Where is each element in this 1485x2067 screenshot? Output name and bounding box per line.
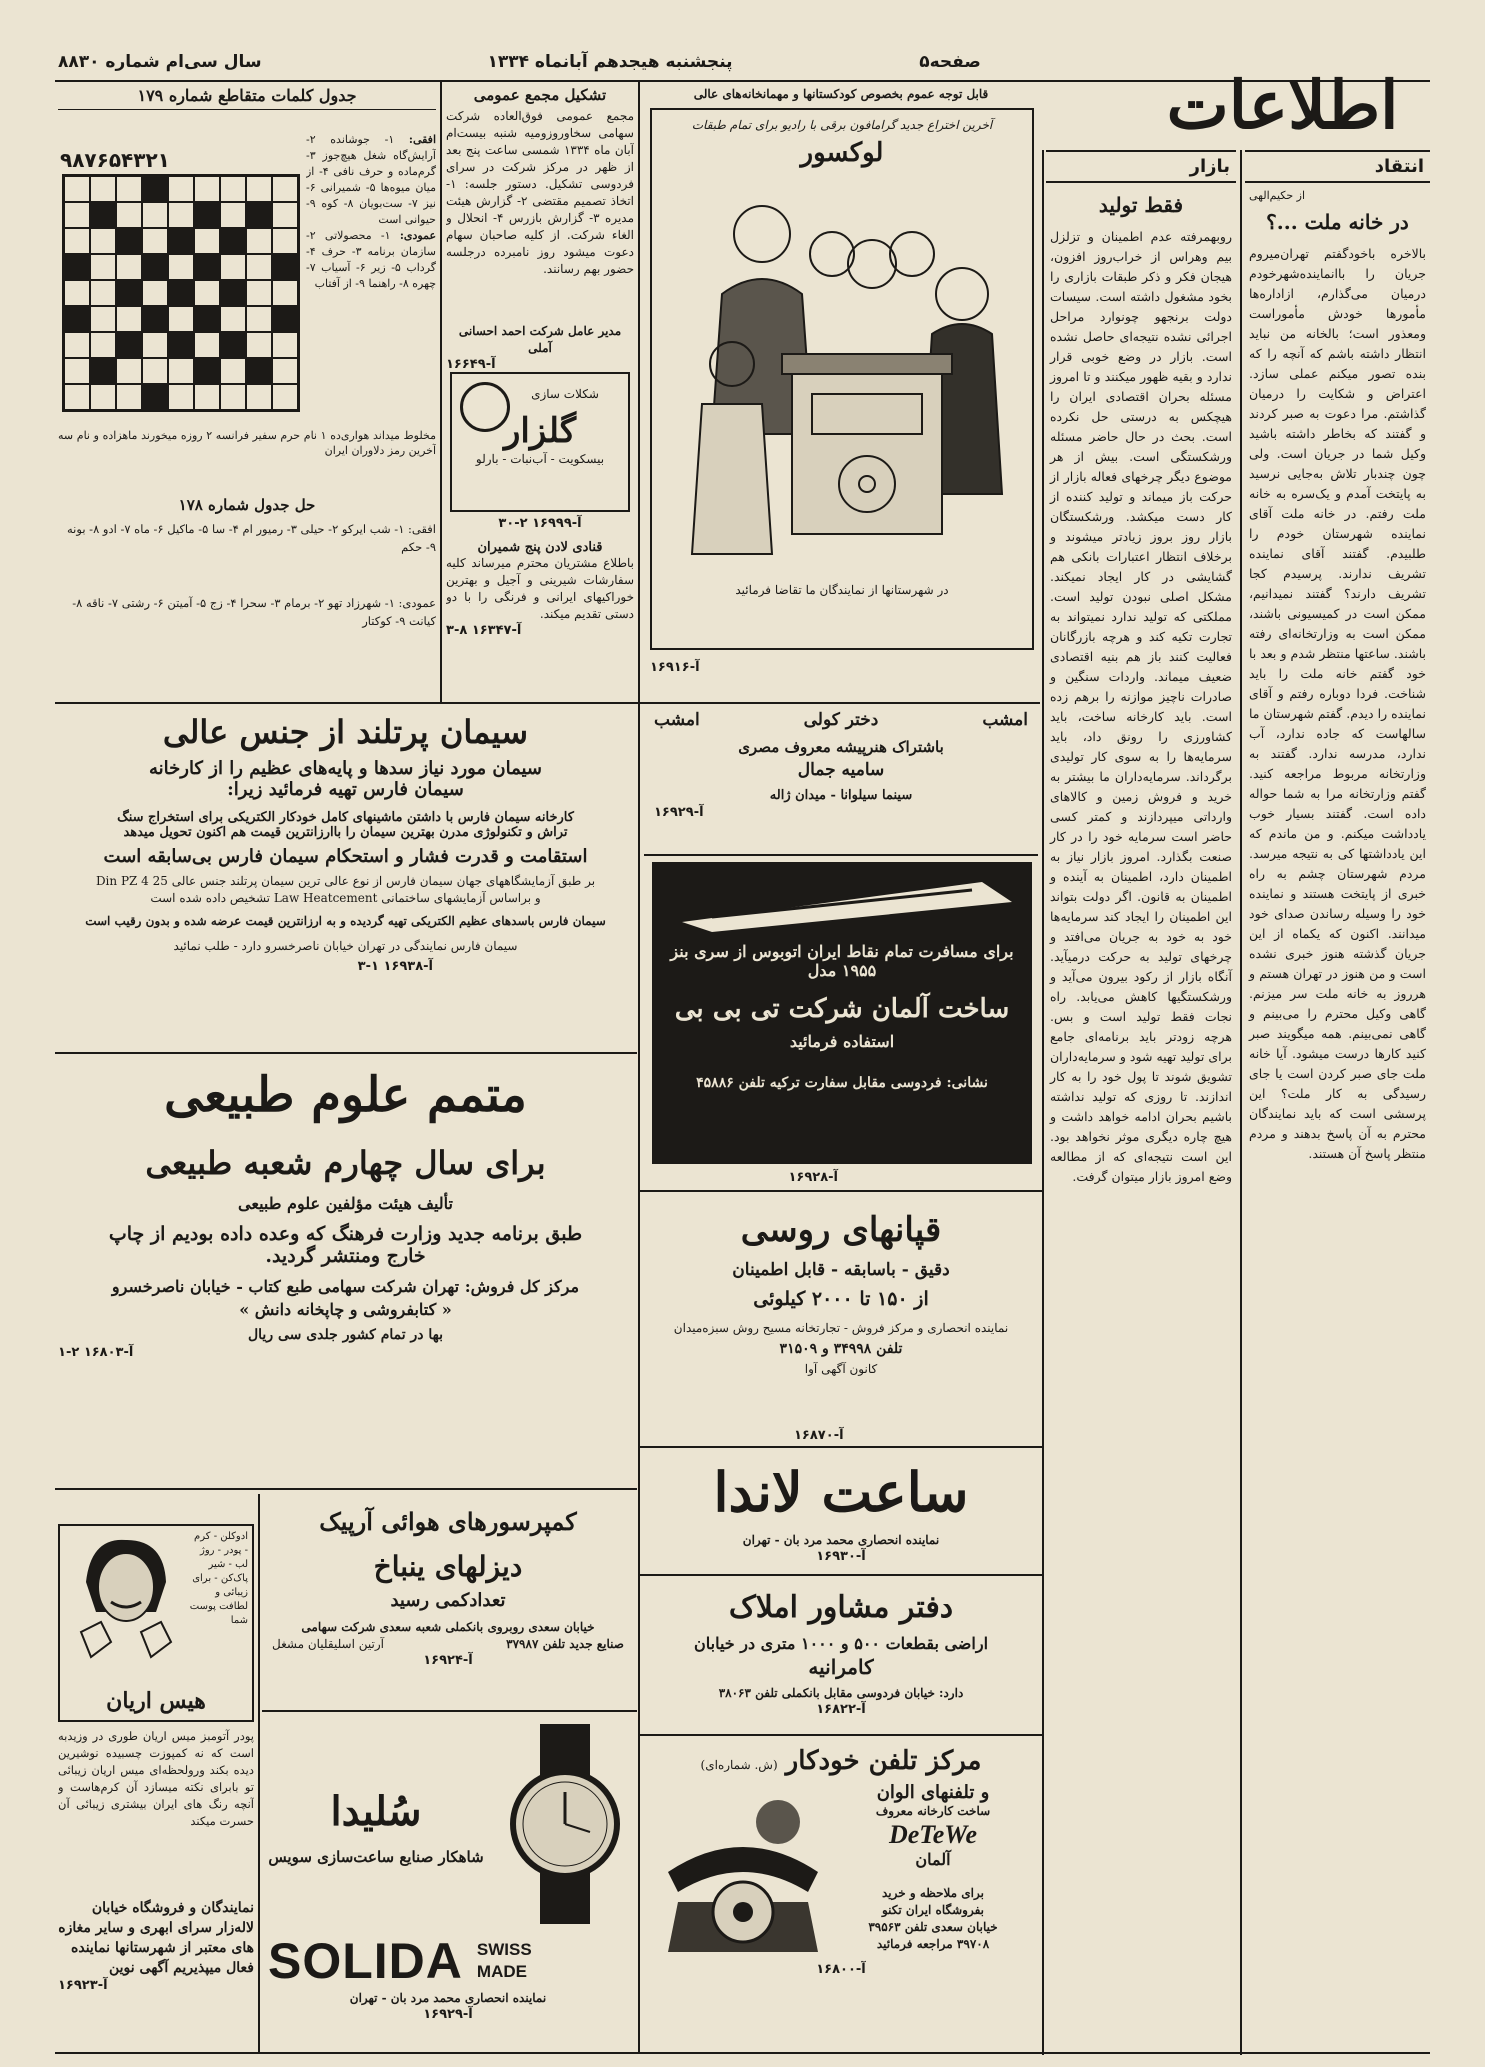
crossword-column-numbers: ۹۸۷۶۵۴۳۲۱ xyxy=(60,148,170,172)
crossword-clues xyxy=(306,132,436,432)
cement-sub1: سیمان مورد نیاز سدها و پایه‌های عظیم را از کارخانه xyxy=(148,758,543,779)
cinema-place: سینما سیلوانا - میدان ژاله xyxy=(769,788,913,803)
scales-line1: دقیق - باسابقه - قابل اطمینان xyxy=(732,1260,950,1280)
phone-line7: ۳۹۷۰۸ مراجعه فرمائید xyxy=(876,1937,990,1951)
landa-sub: نماینده انحصاری محمد مرد بان - تهران xyxy=(742,1533,940,1547)
science-title: متمم علوم طبیعی xyxy=(164,1067,527,1123)
page-number: صفحه۵ xyxy=(919,52,981,72)
wristwatch-icon xyxy=(500,1724,630,1924)
crossword-grid xyxy=(62,174,300,412)
phone-tag: (ش. شماره‌ای) xyxy=(700,1758,778,1772)
scales-line5: کانون آگهی آوا xyxy=(804,1362,878,1376)
science-sub: برای سال چهارم شعبه طبیعی xyxy=(145,1144,546,1182)
solida-brand: SOLIDA xyxy=(268,1933,463,1989)
cinema-code: آ-۱۶۹۲۹ xyxy=(654,805,704,820)
realestate-line3: دارد: خیابان فردوسی مقابل بانکملی تلفن ۳۸۰۶۳ xyxy=(718,1686,964,1700)
cement-line5: و براساس آزمایشهای ساختمانی Law Heatcement تشخیص داده شده است xyxy=(150,891,541,905)
lux-ad-box xyxy=(650,108,1034,650)
crit-byline: از حکیم‌الهی xyxy=(1249,189,1306,202)
phone-line3: آلمان xyxy=(915,1850,951,1869)
science-author: تألیف هیئت مؤلفین علوم طبیعی xyxy=(238,1194,453,1213)
phone-line2: ساخت کارخانه معروف xyxy=(875,1804,991,1818)
crossword-solution-horizontal: افقی: ۱- شب ایرکو ۲- حیلی ۳- رمیور ام ۴- سا ۵- ماکیل ۶- ماه ۷- ادو ۸- بونه ۹- حکم xyxy=(67,522,436,554)
compressor-line4: خیابان سعدی روبروی بانکملی شعبه سعدی شرکت سهامی xyxy=(301,1620,595,1634)
scales-line4: تلفن ۳۴۹۹۸ و ۳۱۵۰۹ xyxy=(779,1341,903,1357)
compressor-line1: کمپرسورهای هوائی آرپیک xyxy=(319,1507,577,1536)
compressor-line3: تعدادکمی رسید xyxy=(390,1590,506,1611)
crossword-extra: مخلوط میداند هواری‌ده ۱ نام حرم سفیر فرانسه ۲ روزه میخورند ماهزاده و نام سه آخرین رمز دلاوران ایران xyxy=(58,429,436,457)
cement-line6: سیمان فارس باسدهای عظیم الکتریکی تهیه گردیده و به ارزانترین قیمت عرضه شده و بدون رقیب است xyxy=(85,914,606,928)
cinema-tonight-left: امشب xyxy=(654,710,700,730)
landa-title: ساعت لاندا xyxy=(713,1460,969,1524)
compressor-line6: آرتین اسلیقلیان مشغل xyxy=(272,1637,384,1651)
scales-line2: از ۱۵۰ تا ۲۰۰۰ کیلوئی xyxy=(753,1288,929,1310)
science-line3: مرکز کل فروش: تهران شرکت سهامی طبع کتاب - خیابان ناصرخسرو xyxy=(111,1277,580,1296)
cinema-line2: سامیه جمال xyxy=(797,760,885,780)
iryan-brand: هیس اریان xyxy=(106,1688,206,1714)
golzar-brand: گلزار xyxy=(503,411,577,451)
iryan-line2: لاله‌زار سرای ابهری و سایر مغازه xyxy=(58,1920,254,1936)
bazaar-body: روبهمرفته عدم اطمینان و تزلزل بیم وهراس از خراب‌روز افزون، هیجان فکر و ذکر طبقات بازاری را بخود مشغول داشته است. سیسات دولت برنجهو چونوارد مراحل اجرائی نشده نتیجه‌ای حاصل نشده است. بازار در وضع خوبی قرار ندارد و بقیه ظهور میکنند و تا امروز مسئله بحران اقتصادی ایران را هیچکس به درستی حل نکرده است. بحث در حال حاضر مسئله ورشکستگی است. بیش از هر موضوع دیگر چرخهای فعاله بازار از حرکت باز میماند و تولید کننده از کار دست میکشد. ورشکستگان بازار روز بروز زیادتر میشوند و برخلاف انتظار اعتبارات بانکی هم گشایشی در کار ایجاد نمیکند. مشکل اصلی نبودن تولید است. مملکتی که تولید ندارد نمیتواند به تجارت تکیه کند و هرچه بازرگانان فعالیت کنند باز هم بنیه اقتصادی ضعیف میماند. واردات سنگین و صادرات ناچیز موازنه را برهم زده است. باید کارخانه ساخت، باید کشاورزی را رونق داد، باید سرمایه‌ها را به سوی کار تولیدی برگرداند. سرمایه‌داران ما بیشتر به خرید و فروش زمین و کالاهای وارداتی میپردازند و کمتر کسی حاضر است سرمایه خود را در کار صنعت بگذارد. امروز بازار نیاز به اطمینان دارد، اطمینان به آینده و اطمینان به قانون. اگر دولت بتواند این اطمینان را ایجاد کند سرمایه‌ها خود به خود به جریان می‌افتد و چرخهای تولید به حرکت درمیآید. آنگاه بازار از رکود بیرون می‌آید و ورشکستگیها کاهش می‌یابد. راه نجات فقط تولید است و بس. هرچه زودتر باید برنامه‌ای جامع برای تولید تهیه شود و سرمایه‌داران تشویق شوند تا پول خود را به کار اندازند. تا روزی که تولید نداشته باشیم بحران ادامه خواهد داشت و هیچ چاره دیگری موثر نخواهد بود. این است نتیجه‌ای که از مطالعه وضع امروز بازار میتوان گرفت. xyxy=(1050,229,1232,1184)
scales-line3: نماینده انحصاری و مرکز فروش - تجارتخانه مسیح روش سبزه‌میدان xyxy=(673,1321,1009,1335)
solida-sub: نماینده انحصاری محمد مرد بان - تهران xyxy=(349,1991,547,2005)
science-code: آ-۱۶۸۰۳ ۲-۱ xyxy=(58,1345,134,1360)
cement-ad xyxy=(58,710,633,1050)
phone-line6: خیابان سعدی تلفن ۳۹۵۶۳ xyxy=(868,1920,998,1934)
realestate-line1: اراضی بقطعات ۵۰۰ و ۱۰۰۰ متری در خیابان xyxy=(693,1634,989,1653)
realestate-ad xyxy=(644,1580,1038,1730)
newspaper-logo: اطلاعات xyxy=(1166,66,1399,144)
golzar-title: شکلات سازی xyxy=(531,387,599,401)
crossword-solution-title: حل جدول شماره ۱۷۸ xyxy=(178,496,316,514)
phone-line5: بفروشگاه ایران تکنو xyxy=(881,1903,985,1917)
meeting-body: مجمع عمومی فوق‌العاده شرکت سهامی سخاوروزومیه شنبه بیست‌ام آبان ماه ۱۳۳۴ شمسی ساعت پنج بعد از ظهر در مرکز شرکت در سرای فردوسی تشکیل. دستور جلسه: ۱- اتخاذ تصمیم مقتضی ۲- گزارش هیئت مدیره ۳- گزارش بازرس ۴- انحلال و الغاء شرکت. از کلیه صاحبان سهام دعوت میشود روز نامبرده درجلسه حضور بهم رسانند. xyxy=(446,109,634,276)
crossword-horizontal-label: افقی: xyxy=(408,133,436,146)
iryan-line1: نمایندگان و فروشگاه خیابان xyxy=(91,1900,254,1916)
crossword-horizontal-clues: ۱- جوشانده ۲- آرایش‌گاه شغل‌ هیچ‌جوز ۳- گرم‌ماده و حرف نافی ۴- از میان ‌میوه‌ها ۵- شمیرانی ۶- نیز ۷- ست‌بویان ۸- کوه ۹- حیوانی است xyxy=(306,133,436,226)
landa-watch-ad xyxy=(644,1452,1038,1570)
meeting-sign: مدیر عامل شرکت احمد احسانی آملی xyxy=(458,324,622,355)
realestate-line2: کامرانیه xyxy=(808,1655,874,1679)
science-line4: « کتابفروشی و چاپخانه دانش » xyxy=(239,1300,452,1319)
phone-title: مرکز تلفن خودکار xyxy=(785,1746,982,1776)
realestate-code: آ-۱۶۸۲۲ xyxy=(816,1702,866,1717)
science-line5: بها در تمام کشور جلدی سی ریال xyxy=(247,1327,443,1343)
science-book-ad xyxy=(58,1060,633,1500)
phone-brand: DeTeWe xyxy=(888,1820,978,1849)
phone-line1: و تلفنهای الوان xyxy=(876,1782,990,1803)
science-line1: طبق برنامه جدید وزارت فرهنگ که وعده داده بودیم از چاپ xyxy=(108,1223,583,1245)
iryan-line4: فعال میپذیریم آگهی نوین xyxy=(109,1960,254,1976)
issue-date: پنجشنبه هیجدهم آبانماه ۱۳۳۴ xyxy=(487,52,733,72)
lux-tagline: آخرین اختراع جدید گرامافون برقی با رادیو برای تمام طبقات xyxy=(691,118,993,132)
realestate-title: دفتر مشاور املاک xyxy=(728,1590,954,1625)
meeting-title: تشکیل مجمع عمومی xyxy=(473,86,607,104)
lux-top-text: قابل توجه عموم بخصوص کودکستانها و مهمانخانه‌های عالی xyxy=(693,87,989,101)
lux-brand: لوکسور xyxy=(800,138,884,168)
tbb-line2: ساخت آلمان شرکت تی بی بی xyxy=(674,994,1010,1024)
lux-family-illustration xyxy=(662,174,1022,574)
crit-body: بالاخره باخودگفتم تهران‌میروم جریان را باانماینده‌شهرخودم درمیان می‌گذارم، ازاداره‌ها مأمورها خودش مأموراست ومعذور است؛ بالخانه من نباید انتظار داشته باشم که آنچه را که بنده تصور میکنم عملی سازد. اعتراض و شکایت را درمیان گذاشتم. مرا دعوت به صبر کردند و گفتند که بخاطر داشته باشید وکیل شما در جریان است. ولی چون چندبار تلاش به‌جایی نرسید به پایتخت آمدم و یک‌سره به خانه ملت رفتم. در خانه ملت آقای نماینده شهرستان خودم را طلبیدم. گفتند آقای نماینده تشریف ندارند. پرسیدم کجا تشریف دارند؟ گفتند نمیدانیم، ممکن است در کمیسیونی باشند، ممکن است به وزارتخانه‌ای رفته باشند. ساعتها منتظر شدم و بعد با خود گفتم خانه ملت را باید شناخت. فردا دوباره رفتم و آقای نماینده را دیدم. گفتم شهرستان ما سالهاست که جاده ندارد، آب ندارد، مدرسه ندارد. گفتند به وزارتخانه مربوط مراجعه کنید. گفتم وزارتخانه مرا به شما حواله داده است. گفتند بسیار خوب یادداشت میکنم. و من ماندم که این یادداشتها کی به نتیجه میرسد. مردم شهرستان چشم به راه خبری از پایتخت هستند و نماینده خود را وسیله رساندن صدای خود میدانند. اکنون که یکماه از این جریان گذشته هنوز خبری نشده است و من هنوز در تهران هستم و هرروز به خانه ملت سر میزنم. گاهی وکیل محترم را می‌بینم و گاهی نمی‌بینم. همه میگویند صبر کنید کارها درست میشود. آیا خانه ملت جای صبر کردن است یا جای رسیدگی به کار ملت؟ این پرسشی است که باید نمایندگان محترم به آن پاسخ بدهند و مردم منتظر پاسخ آن هستند. xyxy=(1249,246,1426,1161)
golzar-sub: بیسکویت - آب‌نبات - بارلو xyxy=(475,452,605,466)
crossword-vertical-clues: ۱- محصولاتی ۲- سازمان برنامه ۳- حرف ۴- گرداب ۵- زیر ۶- آسیاب ۷- چهره ۸- راهنما ۹- از آفتاب xyxy=(306,229,436,290)
golzar-ad xyxy=(450,372,630,512)
bazaar-title: فقط تولید xyxy=(1098,193,1184,217)
phone-line4: برای ملاحظه و خرید xyxy=(882,1886,984,1900)
cement-line1: کارخانه سیمان فارس با داشتن ماشینهای کامل خودکار الکتریکی برای استخراج سنگ xyxy=(117,810,574,825)
tbb-code: آ-۱۶۹۲۸ xyxy=(788,1170,838,1185)
iryan-code: آ-۱۶۹۲۳ xyxy=(58,1978,108,1993)
cement-line4: بر طبق آزمایشگاههای جهان سیمان فارس از نوع عالی ترین سیمان پرتلند جنس عالی Din PZ 4 25 xyxy=(95,874,596,888)
tbb-ad xyxy=(652,862,1032,1164)
phone-ad xyxy=(644,1740,1038,2050)
crit-title: در خانه ملت ...؟ xyxy=(1266,210,1409,234)
iryan-ad-box xyxy=(58,1524,254,1722)
cement-line2: تراش و تکنولوژی مدرن بهترین سیمان را باارزانترین قیمت هم اکنون تحویل میدهد xyxy=(123,825,568,840)
cinema-line1: باشتراک هنرپیشه معروف مصری xyxy=(738,738,944,756)
scales-ad xyxy=(644,1196,1038,1436)
iryan-body: پودر آتومبز میس اریان طوری در وزیدبه است که نه کمپوزت چسبیده نوشیرین دیده بکند ورولحظه‌ای میس اریان زیبائی تو بابرای نکته میسازد آن کرم‌هاست و آنچه رنگ های ایران بیشتری زیبائی آن حسرت میکند xyxy=(58,1729,254,1828)
crossword-vertical-label: عمودی: xyxy=(399,229,436,242)
candy-title: قنادی لادن پنج شمیران xyxy=(477,540,603,555)
phone-code: آ-۱۶۸۰۰ xyxy=(816,1962,866,1977)
candy-body: باطلاع مشتریان محترم میرساند کلیه سفارشات شیرینی و آجیل و بهترین خوراکیهای ایرانی و فرنگی را با دو دستی تقدیم میکند. xyxy=(446,556,634,621)
cement-line7: سیمان فارس نمایندگی در تهران خیابان ناصرخسرو دارد - طلب نمائید xyxy=(173,939,518,953)
cinema-title: دختر کولی xyxy=(803,710,879,730)
solida-ad xyxy=(262,1716,634,2052)
compressor-code: آ-۱۶۹۲۴ xyxy=(423,1653,473,1668)
issue-number: سال سی‌ام شماره ۸۸۳۰ xyxy=(58,52,262,72)
lux-ad-code: آ-۱۶۹۱۶ xyxy=(650,660,700,675)
woman-portrait-illustration xyxy=(66,1532,186,1662)
crossword-title: جدول کلمات متقاطع شماره ۱۷۹ xyxy=(58,86,436,110)
solida-title-fa: سُلیدا xyxy=(330,1788,422,1835)
meeting-code: آ-۱۶۶۴۹ xyxy=(446,357,496,372)
compressor-ad xyxy=(262,1494,634,1704)
compressor-line2: دیزلهای ینباخ xyxy=(373,1550,523,1583)
solida-code: آ-۱۶۹۲۹ xyxy=(423,2007,473,2022)
cement-sub2: سیمان فارس تهیه فرمائید زیرا: xyxy=(227,779,464,800)
compressor-line5: صنایع جدید تلفن ۳۷۹۸۷ xyxy=(506,1637,624,1651)
bus-graphic-icon xyxy=(652,862,1032,942)
lux-bottom-text: در شهرستانها از نمایندگان ما تقاضا فرمائید xyxy=(735,583,949,597)
landa-code: آ-۱۶۹۳۰ xyxy=(816,1549,866,1564)
solida-swiss-made: SWISS MADE xyxy=(476,1940,532,1981)
golzar-logo-icon xyxy=(460,382,510,432)
crossword-solution-vertical: عمودی: ۱- شهرزاد تهو ۲- برمام ۳- سحرا ۴- زج ۵- آمیتن ۶- رشتی ۷- ناقه ۸- کیانت ۹- کوکتار xyxy=(72,596,436,628)
cinema-tonight-right: امشب xyxy=(982,710,1028,730)
telephone-illustration xyxy=(658,1782,828,1962)
iryan-sidebar: ادوکلن - کرم - پودر - روژ لب - شیر پاک‌کن - برای زیبائی و لطافت پوست شما xyxy=(189,1531,248,1626)
tbb-line4: نشانی: فردوسی مقابل سفارت ترکیه تلفن ۴۵۸۸۶ xyxy=(696,1075,988,1091)
cement-code: آ-۱۶۹۳۸ ۱-۳ xyxy=(357,959,433,974)
cement-title: سیمان پرتلند از جنس عالی xyxy=(162,713,529,751)
bazaar-section-label: بازار xyxy=(1189,156,1230,177)
cinema-ad xyxy=(644,706,1038,856)
crit-section-label: انتقاد xyxy=(1374,156,1424,177)
golzar-code: آ-۱۶۹۹۹ ۲-۳۰ xyxy=(498,516,582,531)
tbb-line1: برای مسافرت تمام نقاط ایران اتوبوس از سری بنز ۱۹۵۵ مدل xyxy=(670,942,1014,980)
solida-tagline: شاهکار صنایع ساعت‌سازی سویس xyxy=(268,1848,484,1866)
candy-code: آ-۱۶۳۴۷ ۸-۳ xyxy=(446,623,522,638)
scales-code: آ-۱۶۸۷۰ xyxy=(794,1428,844,1443)
cement-line3: استقامت و قدرت فشار و استحکام سیمان فارس بی‌سابقه است xyxy=(103,846,588,867)
science-line2: خارج ومنتشر گردید. xyxy=(265,1245,426,1267)
iryan-line3: های معتبر از شهرستانها نماینده xyxy=(71,1940,254,1956)
tbb-line3: استفاده فرمائید xyxy=(789,1032,895,1051)
scales-title: قپانهای روسی xyxy=(740,1210,942,1250)
